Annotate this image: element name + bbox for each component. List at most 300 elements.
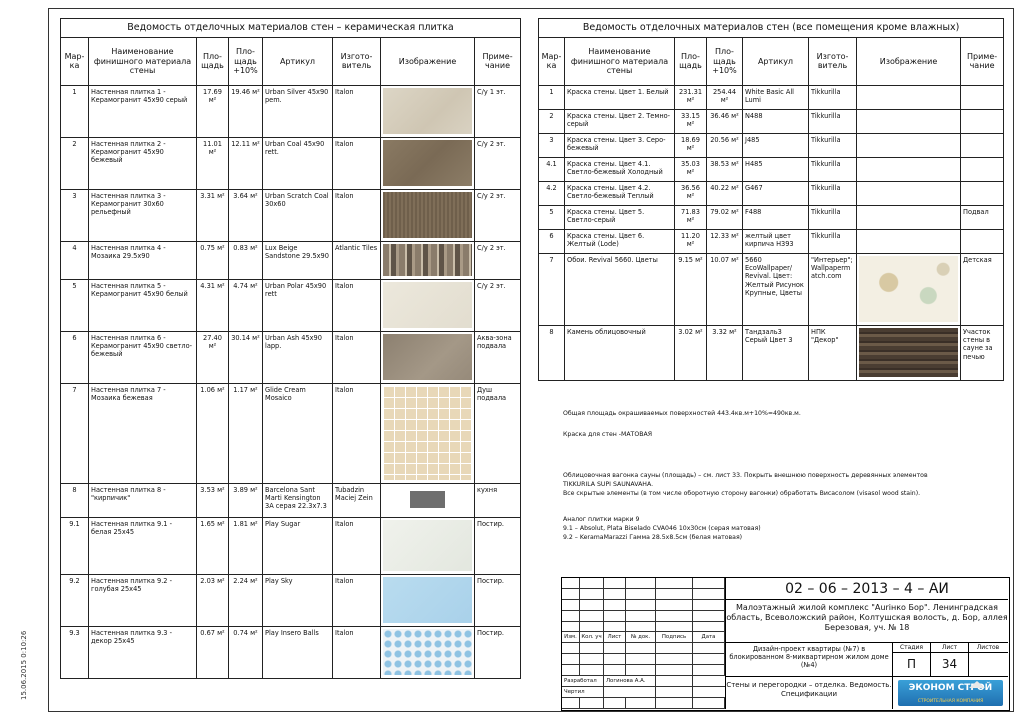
grid-cell bbox=[562, 589, 580, 599]
cell-article: N488 bbox=[743, 109, 809, 133]
material-image bbox=[383, 244, 472, 276]
image-cell bbox=[857, 109, 961, 133]
cell-area: 231.31 м² bbox=[675, 85, 707, 109]
cell-article: White Basic All Lumi bbox=[743, 85, 809, 109]
grid-cell bbox=[693, 698, 725, 708]
table-row bbox=[61, 279, 521, 331]
cell-article: Lux Beige Sandstone 29.5x90 bbox=[263, 241, 333, 279]
table-row bbox=[539, 109, 1004, 133]
cell-mark: 9.2 bbox=[61, 574, 89, 626]
grid-cell bbox=[580, 622, 604, 632]
developer-name: Логинова А.А. bbox=[604, 676, 656, 686]
note-line: Все скрытые элементы (в том числе оборотную сторону вагонки) обработать Висасолом (visasol wood stain). bbox=[563, 489, 921, 497]
cell-area10: 36.46 м² bbox=[707, 109, 743, 133]
grid-cell bbox=[562, 643, 580, 653]
signature-cell bbox=[656, 676, 693, 686]
cell-mark: 4 bbox=[61, 241, 89, 279]
date-cell bbox=[693, 687, 725, 697]
cell-article: Play Sky bbox=[263, 574, 333, 626]
revision-grid bbox=[562, 578, 725, 709]
grid-cell bbox=[693, 600, 725, 610]
grid-cell bbox=[580, 643, 604, 653]
cell-note: С/у 1 эт. bbox=[475, 85, 521, 137]
grid-cell bbox=[604, 578, 626, 588]
paint-finish-schedule bbox=[538, 18, 1004, 381]
grid-cell bbox=[604, 665, 626, 675]
image-cell bbox=[381, 331, 475, 383]
cell-area: 11.01 м² bbox=[197, 137, 229, 189]
table-row bbox=[61, 483, 521, 517]
image-cell bbox=[381, 517, 475, 574]
cell-area: 1.65 м² bbox=[197, 517, 229, 574]
cell-area: 3.31 м² bbox=[197, 189, 229, 241]
cell-name: Настенная плитка 4 - Мозаика 29.5х90 bbox=[89, 241, 197, 279]
cell-maker: Italon bbox=[333, 383, 381, 483]
cell-article: Urban Silver 45x90 pem. bbox=[263, 85, 333, 137]
grid-cell bbox=[562, 665, 580, 675]
company-logo bbox=[892, 677, 1008, 709]
logo-subtitle: СТРОИТЕЛЬНАЯ КОМПАНИЯ bbox=[917, 699, 984, 704]
cell-area10: 1.81 м² bbox=[229, 517, 263, 574]
cell-note: кухня bbox=[475, 483, 521, 517]
grid-cell bbox=[656, 622, 693, 632]
grid-cell bbox=[626, 611, 656, 621]
note-line: Аналог плитки марки 9 bbox=[563, 516, 640, 523]
table-row bbox=[61, 241, 521, 279]
grid-cell bbox=[693, 589, 725, 599]
image-cell bbox=[381, 626, 475, 678]
cell-name: Настенная плитка 3 - Керамогранит 30х60 рельефный bbox=[89, 189, 197, 241]
material-image bbox=[383, 629, 472, 675]
cell-area10: 12.33 м² bbox=[707, 229, 743, 253]
column-header: Изгото-витель bbox=[333, 37, 381, 85]
cell-mark: 9.1 bbox=[61, 517, 89, 574]
cell-name: Краска стены. Цвет 1. Белый bbox=[565, 85, 675, 109]
note-sauna bbox=[563, 472, 928, 499]
table-row bbox=[61, 574, 521, 626]
cell-area10: 3.64 м² bbox=[229, 189, 263, 241]
cell-area: 0.67 м² bbox=[197, 626, 229, 678]
cell-area: 3.53 м² bbox=[197, 483, 229, 517]
cell-area: 4.31 м² bbox=[197, 279, 229, 331]
cell-maker: Tikkurilla bbox=[809, 205, 857, 229]
grid-cell bbox=[656, 698, 693, 708]
grid-cell bbox=[656, 654, 693, 664]
material-image bbox=[383, 192, 472, 238]
cell-area10: 79.02 м² bbox=[707, 205, 743, 229]
drawing-code: 02 – 06 – 2013 – 4 – АИ bbox=[725, 578, 1008, 600]
cell-area: 3.02 м² bbox=[675, 325, 707, 380]
cell-note: Постир. bbox=[475, 626, 521, 678]
cell-article: Glide Cream Mosaico bbox=[263, 383, 333, 483]
cell-mark: 2 bbox=[61, 137, 89, 189]
cell-area: 27.40 м² bbox=[197, 331, 229, 383]
cell-article: Тандзаль3 Серый Цвет 3 bbox=[743, 325, 809, 380]
column-header: Изображение bbox=[381, 37, 475, 85]
table-row bbox=[61, 626, 521, 678]
grid-cell bbox=[562, 578, 580, 588]
cell-note: С/у 2 эт. bbox=[475, 189, 521, 241]
cell-maker: "Интерьер"; Wallpaperm atch.com bbox=[809, 253, 857, 325]
revision-header: Подпись bbox=[656, 632, 693, 642]
table-row bbox=[539, 181, 1004, 205]
table-row bbox=[539, 325, 1004, 380]
cell-mark: 3 bbox=[61, 189, 89, 241]
cell-note: Участок стены в сауне за печью bbox=[961, 325, 1004, 380]
cell-maker: НПК "Декор" bbox=[809, 325, 857, 380]
image-cell bbox=[857, 325, 961, 380]
cell-name: Краска стены. Цвет 6. Желтый (Lode) bbox=[565, 229, 675, 253]
table-row bbox=[61, 85, 521, 137]
cell-area10: 10.07 м² bbox=[707, 253, 743, 325]
table-row bbox=[539, 253, 1004, 325]
drafter-label: Чертил bbox=[562, 687, 604, 697]
grid-cell bbox=[562, 622, 580, 632]
grid-cell bbox=[656, 665, 693, 675]
cell-maker: Italon bbox=[333, 517, 381, 574]
image-cell bbox=[381, 137, 475, 189]
material-image bbox=[383, 282, 472, 328]
cell-area10: 3.89 м² bbox=[229, 483, 263, 517]
cell-note: Аква-зона подвала bbox=[475, 331, 521, 383]
cell-area10: 2.24 м² bbox=[229, 574, 263, 626]
image-cell bbox=[857, 157, 961, 181]
grid-cell bbox=[626, 665, 656, 675]
grid-cell bbox=[626, 600, 656, 610]
note-analog bbox=[563, 516, 761, 543]
cell-mark: 1 bbox=[61, 85, 89, 137]
cell-note bbox=[961, 229, 1004, 253]
cell-note bbox=[961, 181, 1004, 205]
revision-header: Лист bbox=[604, 632, 626, 642]
signature-cell bbox=[656, 687, 693, 697]
revision-header: Изм. bbox=[562, 632, 580, 642]
cell-name: Настенная плитка 1 - Керамогранит 45х90 серый bbox=[89, 85, 197, 137]
column-header: Приме-чание bbox=[961, 37, 1004, 85]
note-line: 9.2 – KeramaMarazzi Гамма 28.5x8.5см (белая матовая) bbox=[563, 533, 743, 541]
house-roof-icon bbox=[969, 681, 985, 688]
grid-cell bbox=[562, 600, 580, 610]
cell-maker: Italon bbox=[333, 279, 381, 331]
image-cell bbox=[381, 483, 475, 517]
table-row bbox=[61, 331, 521, 383]
table-row bbox=[539, 157, 1004, 181]
cell-note: С/у 2 эт. bbox=[475, 137, 521, 189]
cell-article: Urban Scratch Coal 30x60 bbox=[263, 189, 333, 241]
cell-mark: 7 bbox=[539, 253, 565, 325]
cell-area10: 12.11 м² bbox=[229, 137, 263, 189]
cell-article: F488 bbox=[743, 205, 809, 229]
cell-article: Barcelona Sant Marti Kensington 3A серая 22.3x7.3 bbox=[263, 483, 333, 517]
sheets-count bbox=[969, 653, 1007, 676]
grid-cell bbox=[604, 622, 626, 632]
cell-area10: 254.44 м² bbox=[707, 85, 743, 109]
grid-cell bbox=[604, 589, 626, 599]
cell-article: Urban Polar 45x90 rett bbox=[263, 279, 333, 331]
cell-maker: Tikkurilla bbox=[809, 85, 857, 109]
table-title: Ведомость отделочных материалов стен (все помещения кроме влажных) bbox=[539, 19, 1004, 38]
sheet-number: 34 bbox=[931, 653, 969, 676]
cell-mark: 3 bbox=[539, 133, 565, 157]
title-block bbox=[561, 577, 1010, 711]
note-line: TIKKURILA SUPI SAUNAVAHA. bbox=[563, 480, 654, 488]
cell-area: 9.15 м² bbox=[675, 253, 707, 325]
cell-note bbox=[961, 157, 1004, 181]
cell-article: желтый цвет кирпича H393 bbox=[743, 229, 809, 253]
grid-cell bbox=[604, 654, 626, 664]
cell-mark: 5 bbox=[539, 205, 565, 229]
cell-name: Настенная плитка 6 - Керамогранит 45х90 светло-бежевый bbox=[89, 331, 197, 383]
cell-maker: Italon bbox=[333, 189, 381, 241]
column-header: Изгото-витель bbox=[809, 37, 857, 85]
cell-mark: 4.1 bbox=[539, 157, 565, 181]
ceramic-tile-schedule bbox=[60, 18, 521, 679]
cell-note: С/у 2 эт. bbox=[475, 241, 521, 279]
column-header: Пло-щадь +10% bbox=[707, 37, 743, 85]
grid-cell bbox=[604, 643, 626, 653]
column-header: Изображение bbox=[857, 37, 961, 85]
cell-name: Настенная плитка 5 - Керамогранит 45х90 белый bbox=[89, 279, 197, 331]
image-cell bbox=[381, 85, 475, 137]
grid-cell bbox=[580, 611, 604, 621]
stage-value: П bbox=[893, 653, 931, 676]
cell-mark: 5 bbox=[61, 279, 89, 331]
revision-header: № док. bbox=[626, 632, 656, 642]
cell-name: Настенная плитка 9.1 - белая 25х45 bbox=[89, 517, 197, 574]
cell-name: Обои. Revival 5660. Цветы bbox=[565, 253, 675, 325]
note-line: 9.1 – Absolut, Plata Biselado CVA046 10x30см (серая матовая) bbox=[563, 524, 761, 532]
grid-cell bbox=[656, 589, 693, 599]
material-image bbox=[383, 334, 472, 380]
cell-name: Краска стены. Цвет 4.2. Светло-бежевый Теплый bbox=[565, 181, 675, 205]
column-header: Пло-щадь +10% bbox=[229, 37, 263, 85]
cell-maker: Tikkurilla bbox=[809, 133, 857, 157]
sheets-label: Листов bbox=[976, 644, 1000, 651]
cell-mark: 6 bbox=[539, 229, 565, 253]
cell-name: Настенная плитка 8 - "кирпичик" bbox=[89, 483, 197, 517]
material-image bbox=[383, 520, 472, 571]
material-image bbox=[383, 577, 472, 623]
grid-cell bbox=[604, 611, 626, 621]
grid-cell bbox=[626, 622, 656, 632]
material-image bbox=[383, 140, 472, 186]
grid-cell bbox=[604, 600, 626, 610]
cell-name: Настенная плитка 9.3 - декор 25х45 bbox=[89, 626, 197, 678]
table-row bbox=[61, 189, 521, 241]
image-cell bbox=[857, 133, 961, 157]
image-cell bbox=[857, 181, 961, 205]
material-image bbox=[859, 328, 958, 377]
cell-name: Настенная плитка 2 - Керамогранит 45х90 бежевый bbox=[89, 137, 197, 189]
tile-image bbox=[383, 486, 472, 514]
developer-label: Разработал bbox=[562, 676, 604, 686]
cell-area10: 3.32 м² bbox=[707, 325, 743, 380]
cell-maker: Italon bbox=[333, 331, 381, 383]
table-row bbox=[61, 383, 521, 483]
grid-cell bbox=[626, 578, 656, 588]
cell-area: 36.56 м² bbox=[675, 181, 707, 205]
sheet-info bbox=[892, 643, 1008, 677]
grid-cell bbox=[580, 600, 604, 610]
cell-area10: 0.83 м² bbox=[229, 241, 263, 279]
cell-note: Душ подвала bbox=[475, 383, 521, 483]
cell-maker: Tikkurilla bbox=[809, 109, 857, 133]
column-header: Пло-щадь bbox=[675, 37, 707, 85]
grid-cell bbox=[626, 698, 656, 708]
image-cell bbox=[381, 241, 475, 279]
revision-header: Кол. уч bbox=[580, 632, 604, 642]
grid-cell bbox=[562, 698, 580, 708]
cell-maker: Tikkurilla bbox=[809, 229, 857, 253]
table-row bbox=[539, 85, 1004, 109]
note-line: Облицовочная вагонка сауны (площадь) – см. лист 33. Покрыть внешнюю поверхность деревянных элементов bbox=[563, 472, 928, 479]
image-cell bbox=[381, 279, 475, 331]
cell-area10: 30.14 м² bbox=[229, 331, 263, 383]
image-cell bbox=[857, 253, 961, 325]
table-row bbox=[539, 205, 1004, 229]
cell-area: 33.15 м² bbox=[675, 109, 707, 133]
note-paint: Краска для стен -МАТОВАЯ bbox=[563, 431, 652, 438]
logo-text: ЭКОНОМ СТРОЙ bbox=[908, 683, 993, 693]
grid-cell bbox=[693, 611, 725, 621]
revision-header: Дата bbox=[693, 632, 725, 642]
grid-cell bbox=[693, 643, 725, 653]
cell-area10: 4.74 м² bbox=[229, 279, 263, 331]
table-row bbox=[61, 517, 521, 574]
cell-area: 1.06 м² bbox=[197, 383, 229, 483]
grid-cell bbox=[580, 665, 604, 675]
cell-article: Play Insero Balls bbox=[263, 626, 333, 678]
cell-note bbox=[961, 133, 1004, 157]
table-row bbox=[539, 133, 1004, 157]
image-cell bbox=[857, 205, 961, 229]
cell-area10: 0.74 м² bbox=[229, 626, 263, 678]
cell-name: Краска стены. Цвет 4.1. Светло-бежевый Холодный bbox=[565, 157, 675, 181]
column-header: Мар-ка bbox=[539, 37, 565, 85]
cell-mark: 7 bbox=[61, 383, 89, 483]
cell-mark: 4.2 bbox=[539, 181, 565, 205]
column-header: Наименование финишного материала стены bbox=[565, 37, 675, 85]
cell-article: 5660 EcoWallpaper/ Revival. Цвет: Желтый Рисунок Крупные, Цветы bbox=[743, 253, 809, 325]
column-header: Мар-ка bbox=[61, 37, 89, 85]
sheet-description: Стены и перегородки – отделка. Ведомость. Спецификации bbox=[725, 677, 892, 709]
image-cell bbox=[857, 85, 961, 109]
cell-note bbox=[961, 109, 1004, 133]
column-header: Пло-щадь bbox=[197, 37, 229, 85]
cell-note: Подвал bbox=[961, 205, 1004, 229]
cell-article: Urban Ash 45x90 lapp. bbox=[263, 331, 333, 383]
grid-cell bbox=[693, 578, 725, 588]
image-cell bbox=[381, 383, 475, 483]
cell-area: 17.69 м² bbox=[197, 85, 229, 137]
cell-mark: 1 bbox=[539, 85, 565, 109]
cell-name: Камень облицовочный bbox=[565, 325, 675, 380]
cell-area: 18.69 м² bbox=[675, 133, 707, 157]
cell-name: Настенная плитка 9.2 - голубая 25х45 bbox=[89, 574, 197, 626]
table-row bbox=[61, 137, 521, 189]
sheet-label: Лист bbox=[931, 643, 969, 652]
table-row bbox=[539, 229, 1004, 253]
cell-area: 71.83 м² bbox=[675, 205, 707, 229]
image-cell bbox=[381, 574, 475, 626]
cell-mark: 8 bbox=[61, 483, 89, 517]
grid-cell bbox=[604, 698, 626, 708]
cell-note: Постир. bbox=[475, 517, 521, 574]
cell-article: Play Sugar bbox=[263, 517, 333, 574]
cell-maker: Italon bbox=[333, 574, 381, 626]
cell-maker: Italon bbox=[333, 137, 381, 189]
drafter-name bbox=[604, 687, 656, 697]
column-header: Артикул bbox=[263, 37, 333, 85]
grid-cell bbox=[580, 589, 604, 599]
cell-mark: 2 bbox=[539, 109, 565, 133]
cell-name: Краска стены. Цвет 3. Серо-бежевый bbox=[565, 133, 675, 157]
print-date: 15.06.2015 0:10:26 bbox=[20, 630, 28, 700]
grid-cell bbox=[580, 578, 604, 588]
cell-name: Настенная плитка 7 - Мозаика бежевая bbox=[89, 383, 197, 483]
cell-area: 0.75 м² bbox=[197, 241, 229, 279]
grid-cell bbox=[656, 578, 693, 588]
cell-maker: Atlantic Tiles bbox=[333, 241, 381, 279]
material-image bbox=[859, 256, 958, 322]
cell-maker: Italon bbox=[333, 626, 381, 678]
grid-cell bbox=[656, 611, 693, 621]
grid-cell bbox=[693, 654, 725, 664]
grid-cell bbox=[693, 665, 725, 675]
grid-cell bbox=[626, 589, 656, 599]
grid-cell bbox=[656, 643, 693, 653]
column-header: Артикул bbox=[743, 37, 809, 85]
cell-maker: Tubadzin Maciej Zein bbox=[333, 483, 381, 517]
cell-mark: 8 bbox=[539, 325, 565, 380]
cell-note bbox=[961, 85, 1004, 109]
cell-area: 11.20 м² bbox=[675, 229, 707, 253]
table-title: Ведомость отделочных материалов стен – керамическая плитка bbox=[61, 19, 521, 38]
note-total-area: Общая площадь окрашиваемых поверхностей 443.4кв.м+10%=490кв.м. bbox=[563, 410, 801, 417]
date-cell bbox=[693, 676, 725, 686]
cell-article: J485 bbox=[743, 133, 809, 157]
stage-label: Стадия bbox=[893, 643, 931, 652]
grid-cell bbox=[626, 643, 656, 653]
column-header: Приме-чание bbox=[475, 37, 521, 85]
grid-cell bbox=[656, 600, 693, 610]
project-name: Малоэтажный жилой комплекс "Auriнко Бор". Ленинградская область, Всеволожский район, Колтушская волость, д. Бор, аллея Березовая, уч. № 18 bbox=[725, 600, 1008, 643]
cell-area10: 20.56 м² bbox=[707, 133, 743, 157]
grid-cell bbox=[562, 654, 580, 664]
grid-cell bbox=[693, 622, 725, 632]
cell-name: Краска стены. Цвет 2. Темно-серый bbox=[565, 109, 675, 133]
grid-cell bbox=[580, 698, 604, 708]
material-image bbox=[383, 386, 472, 480]
image-cell bbox=[381, 189, 475, 241]
cell-maker: Tikkurilla bbox=[809, 157, 857, 181]
cell-area10: 38.53 м² bbox=[707, 157, 743, 181]
cell-note: Постир. bbox=[475, 574, 521, 626]
cell-area10: 1.17 м² bbox=[229, 383, 263, 483]
cell-article: H485 bbox=[743, 157, 809, 181]
grid-cell bbox=[626, 654, 656, 664]
cell-area: 35.03 м² bbox=[675, 157, 707, 181]
cell-article: G467 bbox=[743, 181, 809, 205]
cell-note: Детская bbox=[961, 253, 1004, 325]
grid-cell bbox=[580, 654, 604, 664]
cell-maker: Italon bbox=[333, 85, 381, 137]
image-cell bbox=[857, 229, 961, 253]
cell-maker: Tikkurilla bbox=[809, 181, 857, 205]
column-header: Наименование финишного материала стены bbox=[89, 37, 197, 85]
grid-cell bbox=[562, 611, 580, 621]
cell-name: Краска стены. Цвет 5. Светло-серый bbox=[565, 205, 675, 229]
